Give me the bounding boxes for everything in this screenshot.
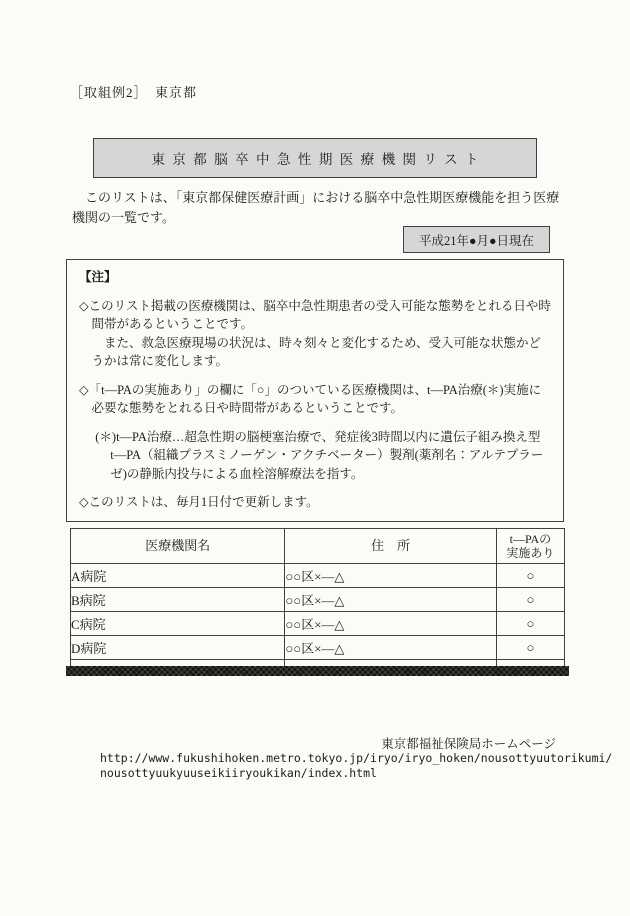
col-header-tpa bbox=[496, 529, 564, 564]
table-row bbox=[71, 564, 565, 588]
cell-name-text: D病院 bbox=[71, 641, 107, 656]
table-row bbox=[71, 612, 565, 636]
hospital-table-wrap bbox=[70, 528, 565, 672]
cell-name bbox=[71, 612, 285, 636]
table-cutoff-band bbox=[66, 666, 569, 676]
title-box bbox=[93, 138, 537, 178]
table-row bbox=[71, 636, 565, 660]
note-paragraph: (＊)t―PA治療…超急性期の脳梗塞治療で、発症後3時間以内に遺伝子組み換え型t―PA（組織プラスミノーゲン・アクチベーター）製剤(薬剤名：アルテプラーゼ)の静脈内投与による血栓溶解療法を指す。 bbox=[95, 429, 544, 481]
cell-addr bbox=[285, 612, 496, 636]
note-item bbox=[79, 297, 553, 371]
notes-list bbox=[79, 297, 553, 512]
page-title: 東京都脳卒中急性期医療機関リスト bbox=[151, 152, 486, 167]
cell-tpa bbox=[496, 588, 564, 612]
cell-tpa bbox=[496, 612, 564, 636]
note-item bbox=[79, 493, 553, 512]
col-header-address: 住 所 bbox=[285, 529, 496, 564]
cell-name-text: A病院 bbox=[71, 569, 107, 584]
intro-text: このリストは、「東京都保健医療計画」における脳卒中急性期医療機能を担う医療機関の一覧です。 bbox=[72, 190, 560, 226]
footer-url bbox=[100, 751, 612, 781]
note-paragraph: ◇「t―PAの実施あり」の欄に「○」のついている医療機関は、t―PA治療(＊)実施に必要な態勢をとれる日や時間帯があるということです。 bbox=[79, 382, 542, 415]
cell-addr bbox=[285, 588, 496, 612]
footer-site-label: 東京都福祉保険局ホームページ bbox=[381, 737, 556, 751]
hospital-table bbox=[70, 528, 565, 672]
note-item bbox=[79, 428, 553, 484]
cell-tpa-text: ○ bbox=[526, 639, 535, 655]
doc-label: ［取組例2］ 東京都 bbox=[70, 85, 198, 100]
cell-addr bbox=[285, 636, 496, 660]
notes-heading: 【注】 bbox=[79, 270, 117, 284]
note-paragraph: ◇このリストは、毎月1日付で更新します。 bbox=[79, 495, 319, 509]
footer-url-line2: nousottyuukyuuseikiiryoukikan/index.html bbox=[100, 765, 377, 780]
cell-name bbox=[71, 636, 285, 660]
cell-addr-text: ○○区×―△ bbox=[285, 569, 345, 584]
cell-name-text: C病院 bbox=[71, 617, 106, 632]
cell-tpa bbox=[496, 564, 564, 588]
cell-tpa bbox=[496, 636, 564, 660]
cell-addr bbox=[285, 564, 496, 588]
footer-url-line1: http://www.fukushihoken.metro.tokyo.jp/iryo/iryo_hoken/nousottyuutorikumi/ bbox=[100, 751, 613, 765]
cell-name bbox=[71, 588, 285, 612]
note-paragraph: また、救急医療現場の状況は、時々刻々と変化するため、受入可能な状態かどうかは常に変化します。 bbox=[91, 335, 542, 368]
cell-addr-text: ○○区×―△ bbox=[285, 593, 345, 608]
notes-box bbox=[66, 259, 564, 522]
cell-name bbox=[71, 564, 285, 588]
date-current-text: 平成21年●月●日現在 bbox=[418, 233, 535, 248]
col-header-tpa-line1: t―PAの bbox=[509, 531, 552, 546]
cell-addr-text: ○○区×―△ bbox=[285, 617, 345, 632]
col-header-tpa-line2: 実施あり bbox=[506, 546, 555, 560]
col-header-name: 医療機関名 bbox=[71, 529, 285, 564]
cell-addr-text: ○○区×―△ bbox=[285, 641, 345, 656]
note-paragraph: ◇このリスト掲載の医療機関は、脳卒中急性期患者の受入可能な態勢をとれる日や時間帯があるということです。 bbox=[79, 298, 551, 331]
table-header-row bbox=[71, 529, 565, 564]
table-row bbox=[71, 588, 565, 612]
date-box bbox=[403, 226, 550, 253]
cell-tpa-text: ○ bbox=[526, 567, 535, 583]
cell-tpa-text: ○ bbox=[526, 591, 535, 607]
cell-name-text: B病院 bbox=[71, 593, 106, 608]
cell-tpa-text: ○ bbox=[526, 615, 535, 631]
note-item bbox=[79, 381, 553, 418]
